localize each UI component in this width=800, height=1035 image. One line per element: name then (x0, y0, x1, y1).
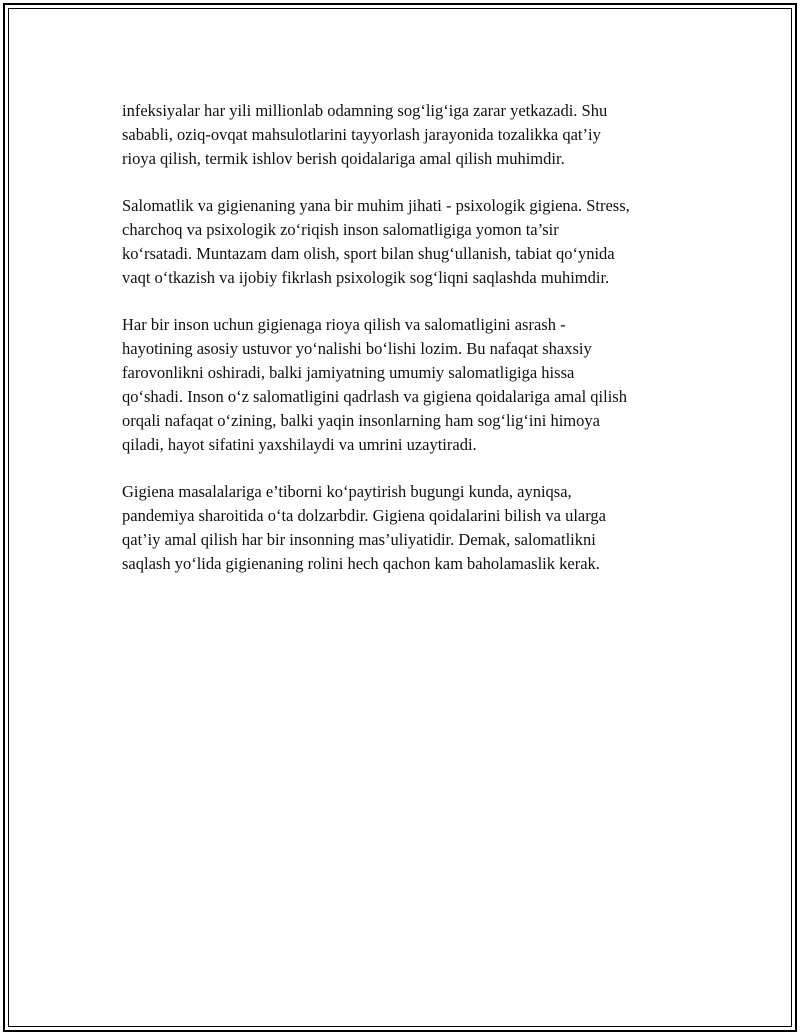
paragraph: Har bir inson uchun gigienaga rioya qilish va salomatligini asrash - hayotining asosiy ustuvor yo‘nalishi bo‘lishi lozim. Bu nafaqat shaxsiy farovonlikni oshiradi, balki jamiyatning umumiy salomatligiga hissa qo‘shadi. Inson o‘z salomatligini qadrlash va gigiena qoidalariga amal qilish orqali nafaqat o‘zining, balki yaqin insonlarning ham sog‘lig‘ini himoya qiladi, hayot sifatini yaxshilaydi va umrini uzaytiradi. (122, 315, 627, 454)
paragraph: Salomatlik va gigienaning yana bir muhim jihati - psixologik gigiena. Stress, charchoq va psixologik zo‘riqish inson salomatligiga yomon ta’sir ko‘rsatadi. Muntazam dam olish, sport bilan shug‘ullanish, tabiat qo‘ynida vaqt o‘tkazish va ijobiy fikrlash psixologik sog‘liqni saqlashda muhimdir. (122, 196, 630, 287)
paragraph: infeksiyalar har yili millionlab odamning sog‘lig‘iga zarar yetkazadi. Shu sababli, oziq-ovqat mahsulotlarini tayyorlash jarayonida tozalikka qat’iy rioya qilish, termik ishlov berish qoidalariga amal qilish muhimdir. (122, 101, 608, 168)
document-body (122, 99, 697, 599)
paragraph: Gigiena masalalariga e’tiborni ko‘paytirish bugungi kunda, ayniqsa, pandemiya sharoitida o‘ta dolzarbdir. Gigiena qoidalarini bilish va ularga qat’iy amal qilish har bir insonning mas’uliyatidir. Demak, salomatlikni saqlash yo‘lida gigienaning rolini hech qachon kam baholamaslik kerak. (122, 482, 607, 573)
page-frame (3, 3, 797, 1032)
